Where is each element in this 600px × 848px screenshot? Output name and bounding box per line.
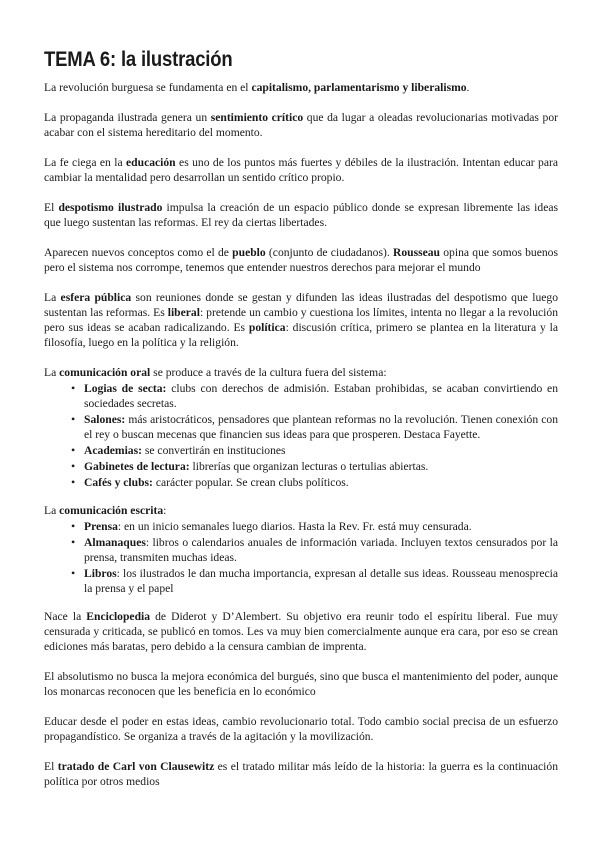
paragraph-pueblo [44, 245, 558, 275]
text-run: La [44, 291, 61, 304]
text-run: se produce a través de la cultura fuera del sistema: [150, 366, 387, 379]
paragraph-comunicacion-escrita [44, 503, 558, 518]
text-run: carácter popular. Se crean clubs políticos. [152, 476, 349, 489]
bold-term: política [248, 321, 286, 334]
text-run: se convertirán en instituciones [141, 444, 286, 457]
bold-term: comunicación escrita [59, 504, 164, 517]
text-run: : en un inicio semanales luego diarios. Hasta la Rev. Fr. está muy censurada. [117, 520, 472, 533]
text-run: : libros o calendarios anuales de información variada. Incluyen textos censurados por la prensa, transmiten muchas ideas. [84, 536, 558, 564]
list-item [84, 443, 558, 458]
bold-term: pueblo [232, 246, 266, 259]
text-run: El [44, 201, 59, 214]
text-run: que da lugar a oleadas revolucionarias motivadas por acabar con el sistema hereditario del momento. [44, 111, 558, 139]
bold-term: Salones: [84, 413, 126, 426]
paragraph-educar: Educar desde el poder en estas ideas, cambio revolucionario total. Todo cambio social precisa de un esfuerzo propagandístico. Se organiza a través de la agitación y la movilización. [44, 715, 558, 743]
bold-term: Gabinetes de lectura: [84, 460, 190, 473]
text-run: Aparecen nuevos conceptos como el de [44, 246, 233, 259]
page-title: TEMA 6: la ilustración [44, 48, 233, 71]
list-item [84, 459, 558, 474]
list-comunicacion-escrita [44, 519, 558, 596]
text-run: : pretende un cambio y cuestiona los límites, intenta no llegar a la revolución pero sus ideas se acaban radicalizando. Es [44, 306, 558, 334]
text-run: librerías que organizan lecturas o tertulias abiertas. [189, 460, 429, 473]
bold-term: Enciclopedia [86, 610, 151, 623]
text-run: La [44, 504, 60, 517]
bold-term: sentimiento crítico [210, 111, 304, 124]
text-run: : los ilustrados le dan mucha importancia, expresan al detalle sus ideas. Rousseau menosprecia la prensa y el papel [84, 567, 558, 595]
paragraph-educacion [44, 155, 558, 185]
text-run: : [163, 504, 167, 517]
list-item [84, 535, 558, 565]
bold-term: Academias: [84, 444, 142, 457]
list-comunicacion-oral [44, 381, 558, 490]
text-run: La [44, 366, 60, 379]
text-run: clubs con derechos de admisión. Estaban prohibidas, se acaban convirtiendo en sociedades secretas. [84, 382, 558, 410]
paragraph-revolucion [44, 80, 558, 95]
bold-term: capitalismo, parlamentarismo y liberalismo [251, 81, 467, 94]
bold-term: despotismo ilustrado [58, 201, 163, 214]
paragraph-enciclopedia [44, 609, 558, 654]
text-run: . [466, 81, 470, 94]
list-item [84, 412, 558, 442]
bold-term: comunicación oral [59, 366, 151, 379]
bold-term: Cafés y clubs: [84, 476, 153, 489]
text-run: La revolución burguesa se fundamenta en el [44, 81, 252, 94]
text-run: La fe ciega en la [44, 156, 127, 169]
list-item [84, 381, 558, 411]
text-run: El [44, 760, 58, 773]
list-item [84, 566, 558, 596]
text-run: más aristocráticos, pensadores que plantean reformas no la revolución. Tienen conexión con el rey o buscan mecenas que financien sus ideas para que prosperen. Destaca Fayette. [84, 413, 558, 441]
text-run: Nace la [44, 610, 87, 623]
text-run: : discusión crítica, primero se plantea en la literatura y la filosofía, luego en la política y la religión. [44, 321, 558, 349]
list-item [84, 519, 558, 534]
paragraph-absolutismo: El absolutismo no busca la mejora económica del burgués, sino que busca el mantenimiento del poder, aunque los monarcas reconocen que les beneficia en lo económico [44, 670, 558, 698]
text-run: opina que somos buenos pero el sistema nos corrompe, tenemos que entender nuestros derechos para mejorar el mundo [44, 246, 558, 274]
paragraph-despotismo [44, 200, 558, 230]
text-run: es uno de los puntos más fuertes y débiles de la ilustración. Intentan educar para cambiar la mentalidad pero desarrollan un sentido crítico propio. [44, 156, 558, 184]
bold-term: Libros [84, 567, 117, 580]
bold-term: liberal [167, 306, 200, 319]
paragraph-propaganda [44, 110, 558, 140]
text-run: son reuniones donde se gestan y difunden las ideas ilustradas del despotismo que luego sustentan las reformas. Es [44, 291, 558, 319]
text-run: impulsa la creación de un espacio público donde se expresan libremente las ideas que luego sustentan las reformas. El rey da ciertas libertades. [44, 201, 559, 229]
bold-term: Prensa [84, 520, 118, 533]
paragraph-comunicacion-oral [44, 365, 558, 380]
text-run: (conjunto de ciudadanos). [265, 246, 393, 259]
bold-term: tratado de Carl von Clausewitz [57, 760, 215, 773]
bold-term: Rousseau [392, 246, 441, 259]
bold-term: esfera pública [60, 291, 132, 304]
bold-term: Almanaques [84, 536, 146, 549]
bold-term: Logias de secta: [84, 382, 167, 395]
text-run: es el tratado militar más leído de la historia: la guerra es la continuación política por otros medios [44, 760, 558, 788]
bold-term: educación [126, 156, 176, 169]
list-item [84, 475, 558, 490]
text-run: La propaganda ilustrada genera un [44, 111, 211, 124]
paragraph-esfera-publica [44, 290, 558, 350]
paragraph-clausewitz [44, 759, 558, 789]
text-run: de Diderot y D’Alembert. Su objetivo era reunir todo el espíritu liberal. Fue muy censurada y criticada, se publicó en tomos. Les va muy bien comercialmente aunque era cara, por eso se crean ediciones más baratas, pero debido a la censura cambian de imprenta. [44, 610, 558, 653]
